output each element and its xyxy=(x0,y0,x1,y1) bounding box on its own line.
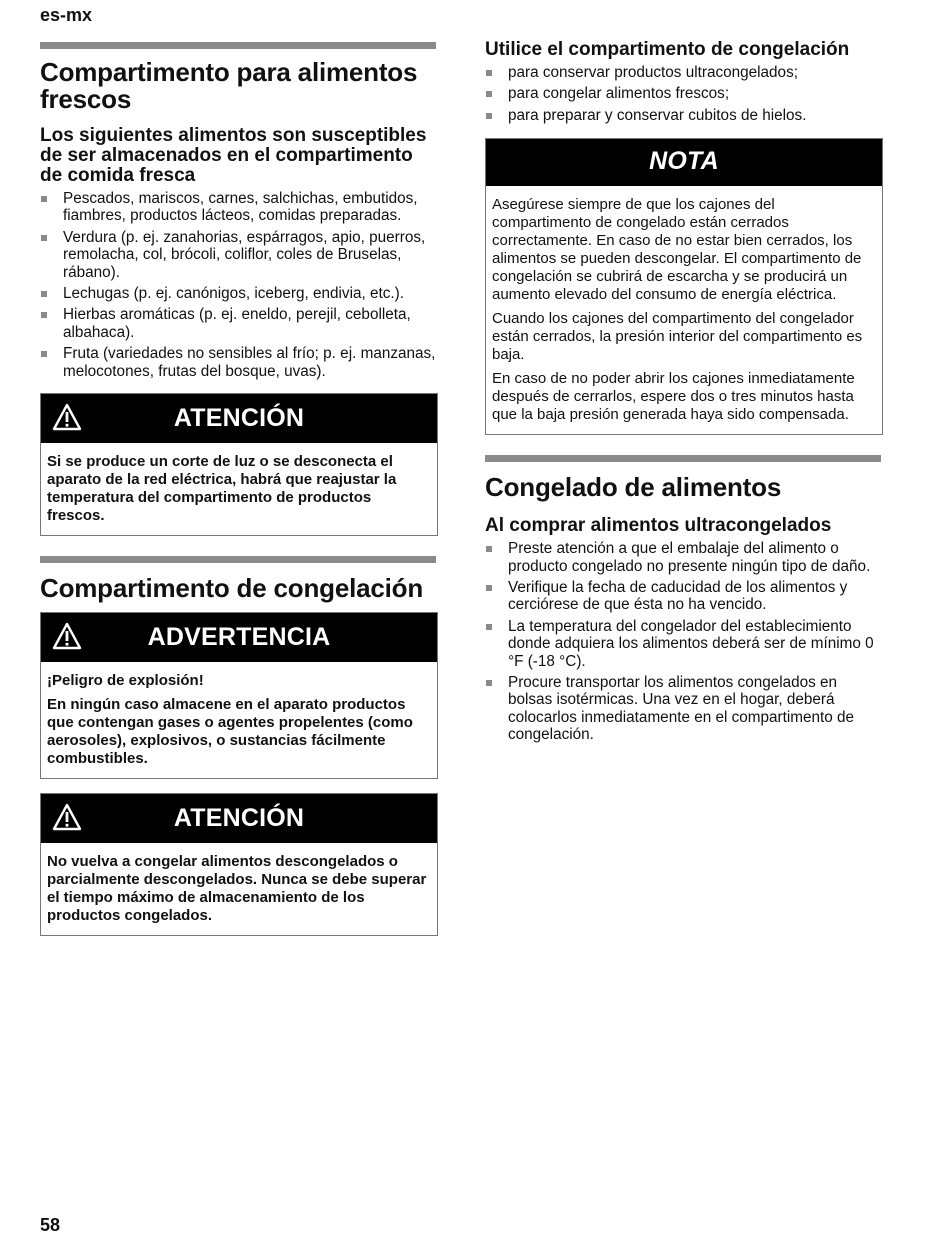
warning-title: ADVERTENCIA xyxy=(147,623,331,652)
list-item: Fruta (variedades no sensibles al frío; p. ej. manzanas, melocotones, frutas del bosque, uvas). xyxy=(40,345,438,380)
list-item: Verdura (p. ej. zanahorias, espárragos, apio, puerros, remolacha, col, brócoli, coliflor, coles de Bruselas, rábano). xyxy=(40,229,438,281)
fresh-foods-list xyxy=(40,190,438,380)
list-item: Preste atención a que el embalaje del alimento o producto congelado no presente ningún tipo de daño. xyxy=(485,540,883,575)
note-paragraph: Asegúrese siempre de que los cajones del compartimento de congelado están cerrados correctamente. En caso de no estar bien cerrados, los alimentos se pueden descongelar. El compartimento de congelación se cubrirá de escarcha y se producirá un aumento elevado del consumo de energía eléctrica. xyxy=(492,196,862,304)
page-number: 58 xyxy=(40,1215,61,1235)
list-item: para conservar productos ultracongelados; xyxy=(485,64,883,81)
language-code: es-mx xyxy=(40,5,93,25)
list-item: Verifique la fecha de caducidad de los alimentos y cerciórese de que ésta no ha vencido. xyxy=(485,579,883,614)
attention-box-body xyxy=(41,443,437,535)
note-box-header xyxy=(486,139,882,186)
attention-title: ATENCIÓN xyxy=(173,804,305,833)
warning-box-header xyxy=(41,613,437,662)
note-paragraph: En caso de no poder abrir los cajones inmediatamente después de cerrarlos, espere dos o tres minutos hasta que la baja presión generada haya sido compensada. xyxy=(492,370,855,424)
list-item: Procure transportar los alimentos congelados en bolsas isotérmicas. Una vez en el hogar, deberá colocarlos inmediatamente en el compartimento de congelación. xyxy=(485,674,883,744)
warning-box-body xyxy=(41,662,437,778)
attention-box-power xyxy=(40,393,438,536)
list-item: Hierbas aromáticas (p. ej. eneldo, perejil, cebolleta, albahaca). xyxy=(40,306,438,341)
freezer-use-list xyxy=(485,64,883,124)
section-title-freezer: Compartimento de congelación xyxy=(40,573,424,604)
list-item: para preparar y conservar cubitos de hielos. xyxy=(485,107,883,124)
attention-box-body xyxy=(41,843,437,935)
list-item: Pescados, mariscos, carnes, salchichas, embutidos, fiambres, productos lácteos, comidas preparadas. xyxy=(40,190,438,225)
section-rule xyxy=(40,42,436,49)
attention-box-refreeze xyxy=(40,793,438,936)
note-box xyxy=(485,138,883,435)
section-rule xyxy=(40,556,436,563)
attention-box-header xyxy=(41,394,437,443)
buying-frozen-list xyxy=(485,540,883,743)
section-rule xyxy=(485,455,881,462)
right-column xyxy=(485,40,883,748)
note-title: NOTA xyxy=(649,147,719,176)
attention-text: Si se produce un corte de luz o se desconecta el aparato de la red eléctrica, habrá que reajustar la temperatura del compartimento de productos frescos. xyxy=(47,453,397,525)
list-item: Lechugas (p. ej. canónigos, iceberg, endivia, etc.). xyxy=(40,285,438,302)
attention-text: No vuelva a congelar alimentos descongelados o parcialmente descongelados. Nunca se debe superar el tiempo máximo de almacenamiento de los productos congelados. xyxy=(47,853,427,925)
note-box-body xyxy=(486,186,882,434)
section-title-freezing: Congelado de alimentos xyxy=(485,472,782,503)
warning-text: En ningún caso almacene en el aparato productos que contengan gases o agentes propelentes (como aerosoles), explosivos, o sustancias fácilmente combustibles. xyxy=(47,696,413,768)
subtitle-fresh-foods: Los siguientes alimentos son susceptibles de ser almacenados en el compartimento de comida fresca xyxy=(40,125,427,186)
left-column xyxy=(40,42,438,936)
attention-box-header xyxy=(41,794,437,843)
warning-box-explosion xyxy=(40,612,438,779)
subtitle-buying-frozen: Al comprar alimentos ultracongelados xyxy=(485,515,832,537)
warning-heading: ¡Peligro de explosión! xyxy=(47,672,204,690)
note-paragraph: Cuando los cajones del compartimento del congelador están cerrados, la presión interior del compartimento es baja. xyxy=(492,310,863,364)
section-title-fresh: Compartimento para alimentos frescos xyxy=(40,57,418,114)
attention-title: ATENCIÓN xyxy=(173,404,305,433)
list-item: La temperatura del congelador del establecimiento donde adquiera los alimentos deberá ser de mínimo 0 °F (-18 °C). xyxy=(485,618,883,670)
list-item: para congelar alimentos frescos; xyxy=(485,85,883,102)
subtitle-use-freezer: Utilice el compartimento de congelación xyxy=(485,39,850,60)
